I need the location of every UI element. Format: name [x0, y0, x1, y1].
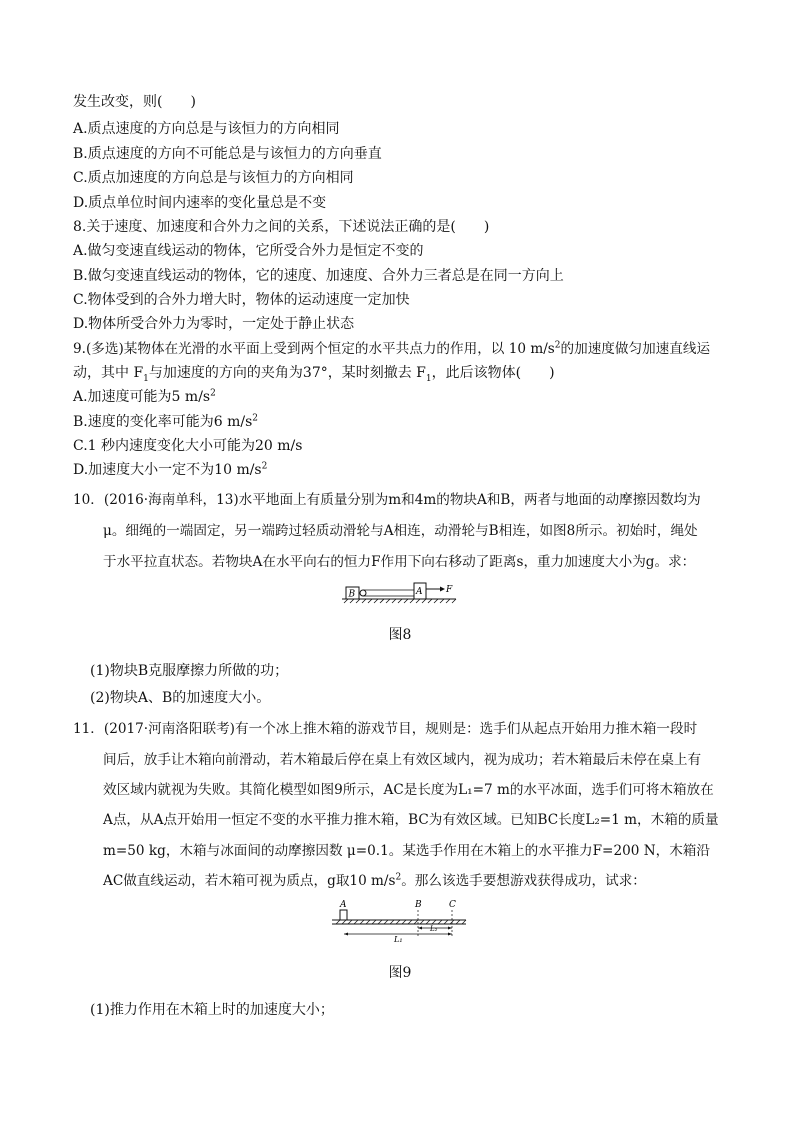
q8-option-d: D.物体所受合外力为零时，一定处于静止状态 [73, 316, 355, 332]
q10-stem-line2: μ。细绳的一端固定，另一端跨过轻质动滑轮与A相连，动滑轮与B相连，如图8所示。初始时，绳处 [103, 523, 698, 539]
label-b: B [415, 900, 422, 910]
q11-stem-line1: 11．(2017·河南洛阳联考)有一个冰上推木箱的游戏节目，规则是：选手们从起点开始用力推木箱一段时 [73, 721, 698, 737]
q7-option-d: D.质点单位时间内速率的变化量总是不变 [73, 195, 327, 211]
ground-hatching [344, 599, 456, 603]
q10-sub2: (2)物块A、B的加速度大小。 [90, 690, 271, 706]
q7-stem-tail: 发生改变，则( ) [73, 94, 196, 110]
figure-8-caption: 图8 [388, 627, 412, 643]
l1-arrow-right [448, 933, 452, 936]
figure-8-diagram [340, 577, 460, 605]
label-a: A [340, 900, 347, 910]
q7-option-a: A.质点速度的方向总是与该恒力的方向相同 [73, 121, 340, 137]
l1-arrow-left [344, 933, 348, 936]
q10-stem-line3: 于水平拉直状态。若物块A在水平向右的恒力F作用下向右移动了距离s，重力加速度大小为g。求： [103, 554, 696, 570]
figure-9-caption: 图9 [388, 965, 412, 981]
q9-stem-line2: 动，其中 $F_1$与加速度的方向的夹角为37°，某时刻撤去 $F_1$，此后该物体( ) [73, 365, 555, 384]
wooden-box [340, 910, 347, 920]
l2-arrow-left [418, 927, 422, 930]
label-b: B [348, 589, 356, 600]
q11-stem-line6: AC做直线运动，若木箱可视为质点，g取10 $m/s^2$。那么该选手要想游戏获得成功，试求： [103, 872, 646, 889]
q7-option-c: C.质点加速度的方向总是与该恒力的方向相同 [73, 170, 354, 186]
label-l2: L₂ [430, 925, 438, 933]
q11-stem-line3: 效区域内就视为失败。其简化模型如图9所示，AC是长度为L₁=7 m的水平冰面，选手们可将木箱放在 [103, 782, 714, 798]
q9-option-d: D.加速度大小一定不为10 $m/s^2$ [73, 461, 268, 478]
force-arrow-head [440, 587, 445, 592]
l2-arrow-right [448, 927, 452, 930]
q9-option-b: B.速度的变化率可能为6 $m/s^2$ [73, 413, 259, 430]
label-f: F [446, 585, 453, 595]
q8-option-b: B.做匀变速直线运动的物体，它的速度、加速度、合外力三者总是在同一方向上 [73, 268, 564, 284]
q10-sub1: (1)物块B克服摩擦力所做的功； [90, 663, 289, 679]
q11-stem-line5: m=50 kg，木箱与冰面间的动摩擦因数 μ=0.1。某选手作用在木箱上的水平推力F=200 N，木箱沿 [103, 843, 710, 859]
label-a: A [416, 587, 423, 597]
label-l1: L₁ [394, 935, 403, 944]
pulley [360, 590, 366, 596]
q8-stem: 8.关于速度、加速度和合外力之间的关系，下述说法正确的是( ) [73, 219, 490, 235]
q7-option-b: B.质点速度的方向不可能总是与该恒力的方向垂直 [73, 146, 382, 162]
figure-9-diagram [330, 896, 470, 944]
q8-option-c: C.物体受到的合外力增大时，物体的运动速度一定加快 [73, 292, 410, 308]
ice-hatching [336, 920, 466, 924]
q9-stem-line1: 9.(多选)某物体在光滑的水平面上受到两个恒定的水平共点力的作用，以 10 $m/s^2$的加速度做匀加速直线运 [73, 340, 711, 357]
q11-stem-line2: 间后，放手让木箱向前滑动，若木箱最后停在桌上有效区域内，视为成功；若木箱最后未停在桌上有 [103, 752, 702, 768]
q8-option-a: A.做匀变速直线运动的物体，它所受合外力是恒定不变的 [73, 243, 424, 259]
q10-stem-line1: 10．(2016·海南单科，13)水平地面上有质量分别为m和4m的物块A和B，两者与地面的动摩擦因数均为 [73, 492, 701, 508]
label-c: C [449, 900, 456, 910]
q9-option-c: C.1 秒内速度变化大小可能为20 m/s [73, 438, 303, 454]
q9-option-a: A.加速度可能为5 $m/s^2$ [73, 388, 216, 405]
q11-sub1: (1)推力作用在木箱上时的加速度大小； [90, 1002, 334, 1018]
q11-stem-line4: A点，从A点开始用一恒定不变的水平推力推木箱，BC为有效区域。已知BC长度L₂=1 m，木箱的质量 [103, 812, 719, 828]
